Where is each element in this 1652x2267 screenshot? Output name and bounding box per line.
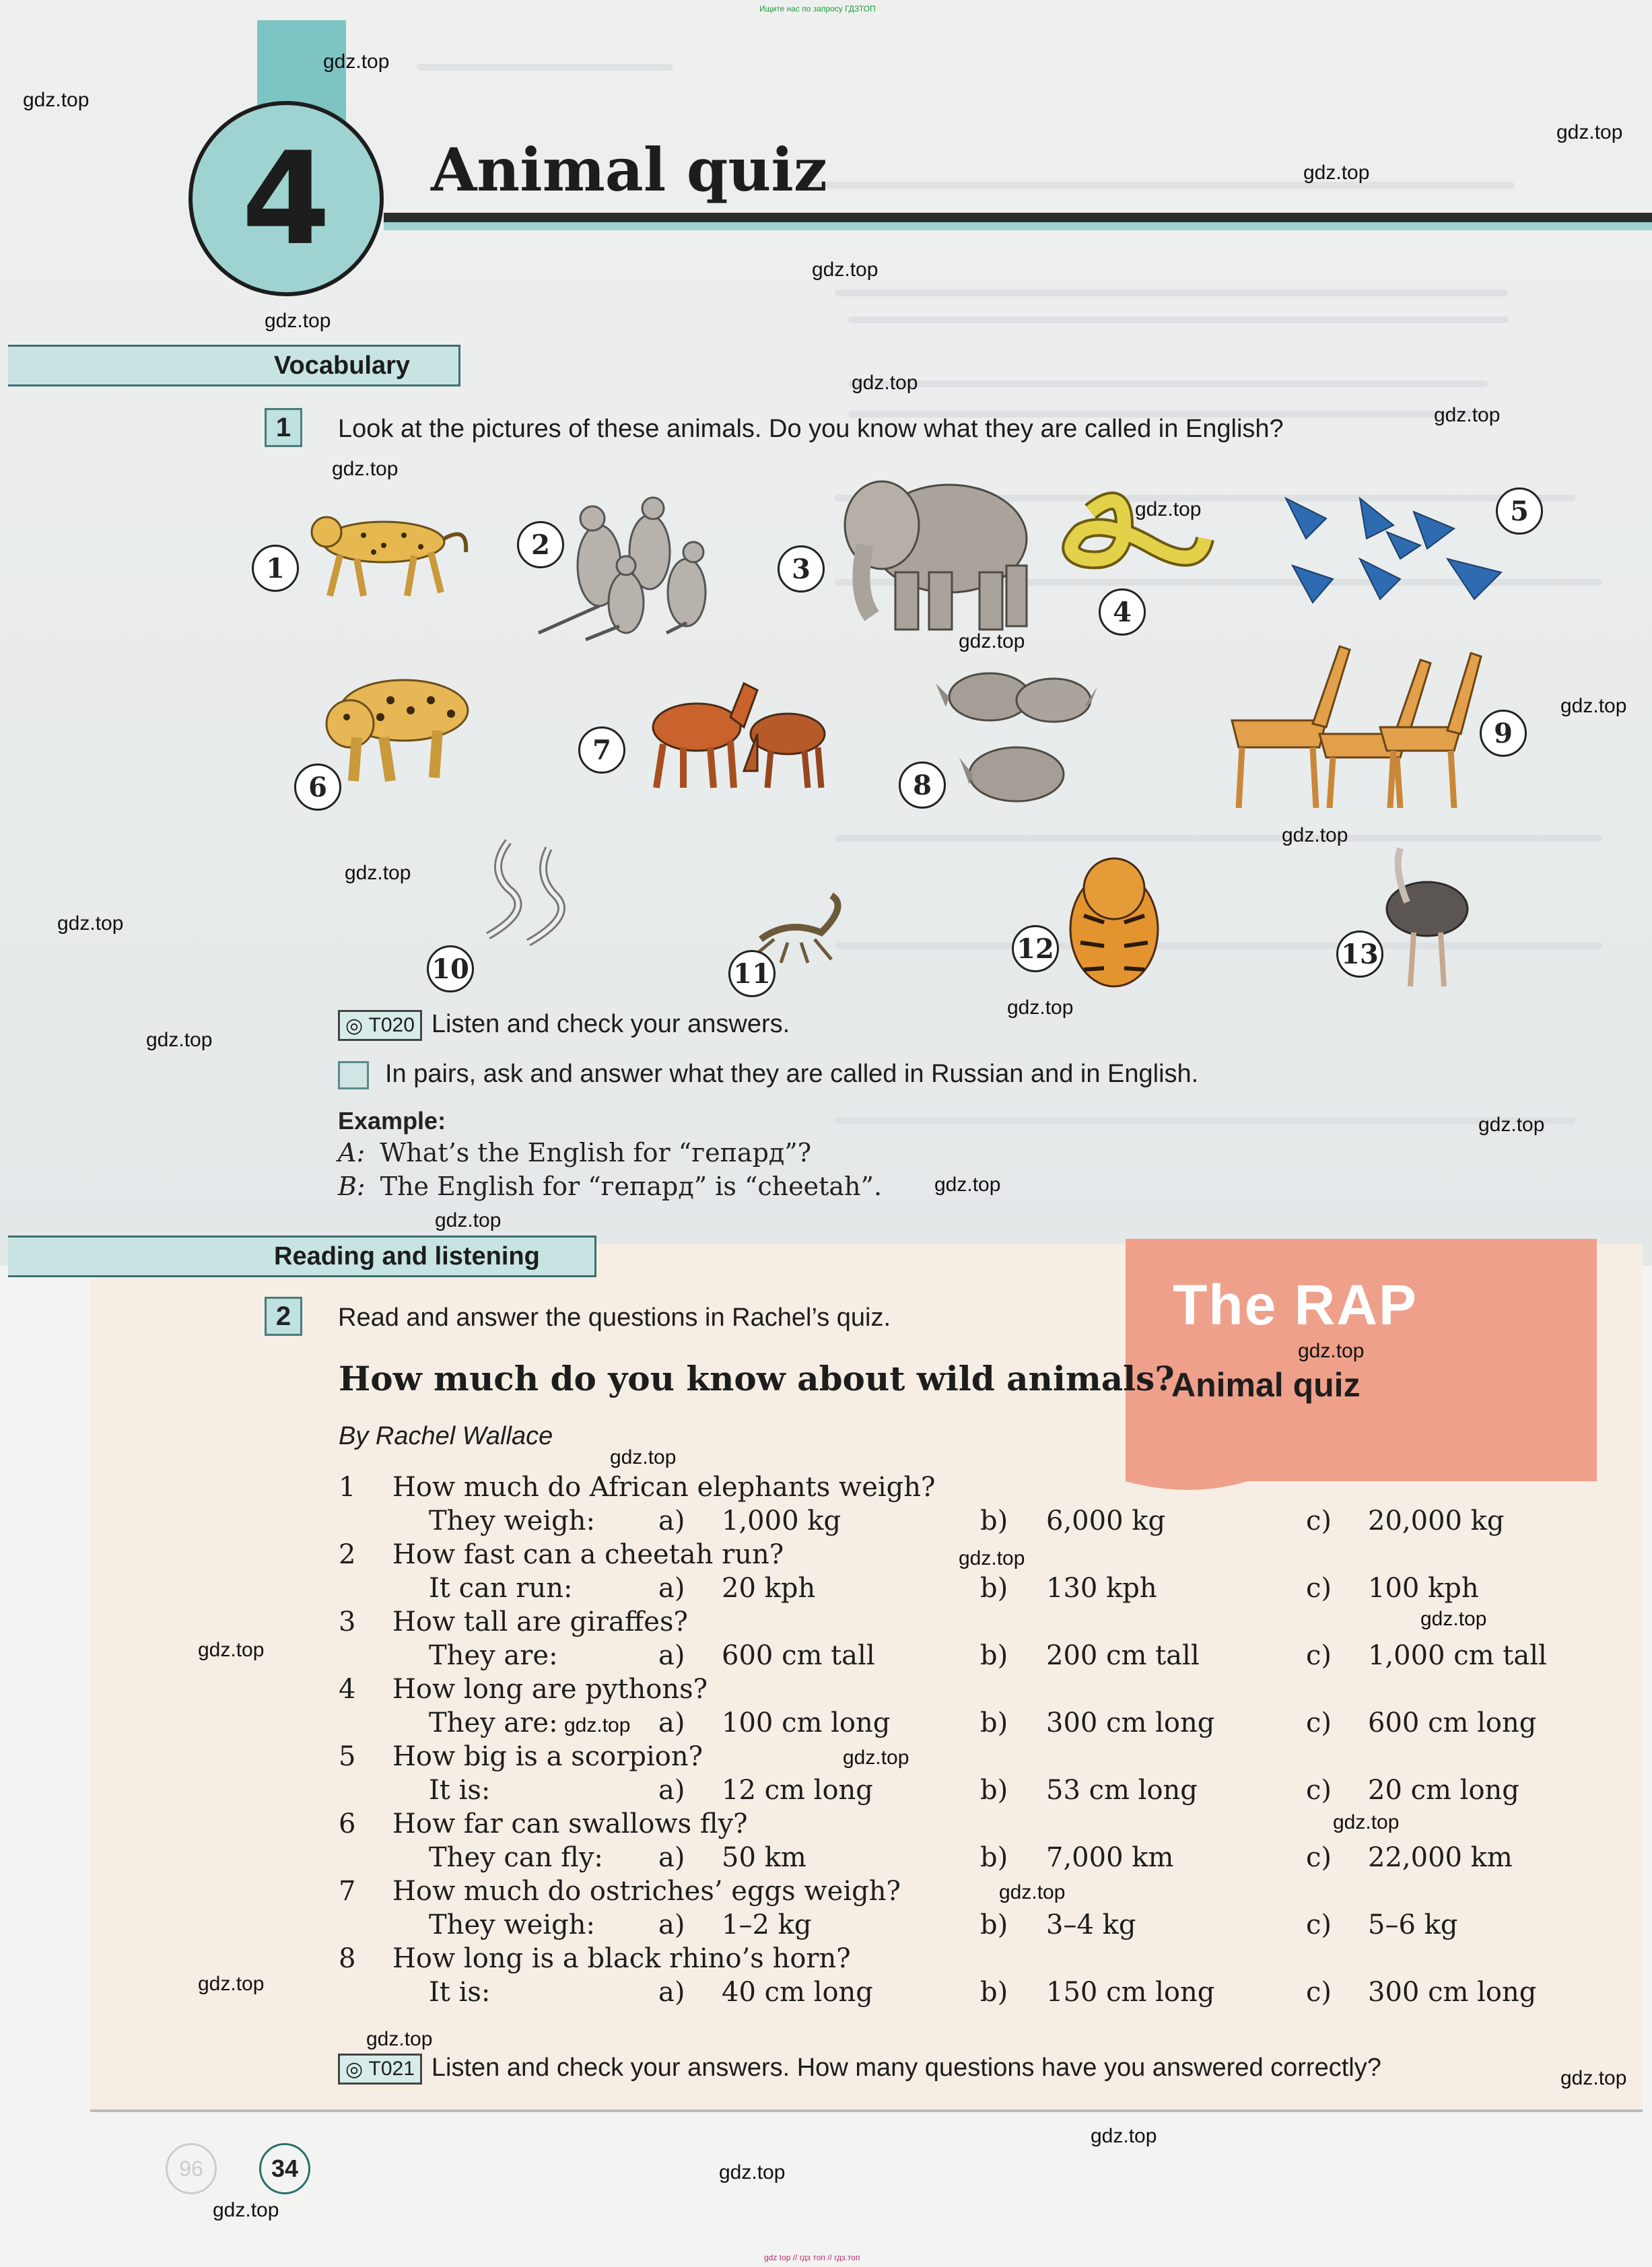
- watermark: gdz.top: [323, 50, 390, 73]
- option-a: 20 kph: [722, 1573, 816, 1604]
- picture-number: 4: [1099, 588, 1146, 636]
- option-c: 300 cm long: [1368, 1977, 1537, 2008]
- option-c: 22,000 km: [1368, 1842, 1513, 1873]
- question-text: How far can swallows fly?: [392, 1808, 748, 1839]
- option-label-a: a): [658, 1842, 685, 1873]
- bottom-link[interactable]: gdz top // гдз топ // гдз.топ: [764, 2253, 860, 2262]
- option-b: 300 cm long: [1046, 1707, 1215, 1738]
- pairwork-icon: [338, 1061, 369, 1089]
- question-text: How big is a scorpion?: [392, 1741, 703, 1772]
- watermark: gdz.top: [57, 912, 124, 935]
- answer-stem: They can fly:: [429, 1842, 603, 1873]
- picture-number: 1: [252, 545, 299, 592]
- option-label-a: a): [658, 1573, 685, 1604]
- picture-number: 6: [294, 764, 341, 811]
- picture-number: 12: [1012, 925, 1059, 972]
- audio-icon: ◎: [345, 1014, 369, 1037]
- picture-number: 9: [1480, 710, 1527, 757]
- picture-number: 3: [778, 545, 825, 593]
- faded-text: [808, 182, 1515, 189]
- example-label: Example:: [338, 1107, 446, 1135]
- picture-number: 11: [728, 950, 776, 997]
- watermark: gdz.top: [1560, 695, 1627, 717]
- horses-illustration: [643, 677, 838, 791]
- watermark: gdz.top: [1556, 121, 1623, 143]
- rhinos-illustration: [936, 663, 1097, 818]
- option-label-b: b): [980, 1505, 1008, 1536]
- option-c: 5–6 kg: [1368, 1909, 1458, 1940]
- option-label-c: c): [1306, 1842, 1332, 1873]
- option-label-a: a): [658, 1640, 685, 1671]
- header-rule-accent: [384, 222, 1652, 230]
- option-label-a: a): [658, 1775, 685, 1806]
- picture-number: 10: [427, 945, 474, 992]
- listen-line-1: ◎ T020 Listen and check your answers.: [338, 1010, 790, 1041]
- example-line-b: B: The English for “гепард” is “cheetah”.: [338, 1172, 883, 1201]
- audio-track-t020[interactable]: ◎ T020: [338, 1010, 422, 1041]
- rap-banner-wave: [1126, 1421, 1597, 1495]
- option-label-a: a): [658, 1505, 685, 1536]
- quiz-title: How much do you know about wild animals?: [339, 1359, 1175, 1398]
- answer-stem: They are:: [429, 1707, 558, 1738]
- faded-text: [835, 943, 1602, 949]
- rap-subtitle: Animal quiz: [1171, 1366, 1361, 1404]
- watermark: gdz.top: [332, 458, 399, 480]
- cobras-illustration: [468, 835, 589, 949]
- faded-text: [835, 290, 1508, 296]
- question-number: 8: [339, 1943, 356, 1974]
- option-c: 20 cm long: [1368, 1775, 1519, 1806]
- unit-number: 4: [188, 101, 384, 296]
- page-title: Animal quiz: [431, 135, 827, 205]
- watermark: gdz.top: [1333, 1811, 1400, 1833]
- question-number: 2: [339, 1539, 356, 1570]
- option-a: 50 km: [722, 1842, 806, 1873]
- listen-line-2: ◎ T021 Listen and check your answers. How many questions have you answered correctly?: [338, 2054, 1381, 2085]
- exercise-2-instruction: Read and answer the questions in Rachel’s quiz.: [338, 1304, 891, 1332]
- watermark: gdz.top: [213, 2199, 279, 2221]
- faded-text: [848, 316, 1508, 323]
- question-number: 5: [339, 1741, 356, 1772]
- option-c: 100 kph: [1368, 1573, 1479, 1604]
- option-label-c: c): [1306, 1977, 1332, 2008]
- cheetah-illustration: [289, 505, 471, 599]
- option-label-b: b): [980, 1977, 1008, 2008]
- leopard-illustration: [316, 663, 478, 784]
- option-b: 150 cm long: [1046, 1977, 1215, 2008]
- answer-stem: They weigh:: [429, 1909, 595, 1940]
- giraffes-illustration: [1205, 640, 1488, 815]
- option-label-c: c): [1306, 1640, 1332, 1671]
- option-label-a: a): [658, 1977, 685, 2008]
- faded-text: [417, 64, 673, 71]
- question-number: 3: [339, 1606, 356, 1637]
- picture-number: 13: [1336, 931, 1383, 978]
- question-text: How much do ostriches’ eggs weigh?: [392, 1876, 901, 1907]
- watermark: gdz.top: [1135, 498, 1202, 520]
- watermark: gdz.top: [1007, 996, 1074, 1019]
- page-number: 34: [259, 2143, 310, 2194]
- watermark: gdz.top: [265, 310, 331, 332]
- answer-stem: They are:: [429, 1640, 558, 1671]
- option-label-c: c): [1306, 1505, 1332, 1536]
- watermark: gdz.top: [345, 862, 411, 884]
- watermark: gdz.top: [1434, 404, 1501, 426]
- question-text: How long are pythons?: [392, 1674, 708, 1705]
- ostrich-illustration: [1367, 842, 1481, 990]
- answer-stem: It is:: [429, 1977, 491, 2008]
- option-c: 600 cm long: [1368, 1707, 1537, 1738]
- option-label-a: a): [658, 1707, 685, 1738]
- audio-track-t021[interactable]: ◎ T021: [338, 2054, 422, 2085]
- option-label-b: b): [980, 1573, 1008, 1604]
- watermark: gdz.top: [1560, 2067, 1627, 2089]
- audio-icon: ◎: [345, 2058, 369, 2080]
- question-text: How much do African elephants weigh?: [392, 1472, 936, 1503]
- faded-page-number: 96: [166, 2143, 217, 2194]
- quiz-byline: By Rachel Wallace: [339, 1422, 553, 1450]
- exercise-1-instruction: Look at the pictures of these animals. Do you know what they are called in English?: [338, 415, 1284, 443]
- option-label-c: c): [1306, 1775, 1332, 1806]
- watermark: gdz.top: [435, 1209, 502, 1231]
- watermark: gdz.top: [1303, 162, 1370, 184]
- elephant-illustration: [835, 471, 1037, 633]
- option-label-b: b): [980, 1842, 1008, 1873]
- option-label-a: a): [658, 1909, 685, 1940]
- exercise-number-1: 1: [265, 408, 302, 447]
- question-text: How long is a black rhino’s horn?: [392, 1943, 851, 1974]
- swallows-illustration: [1279, 485, 1521, 613]
- section-vocabulary: Vocabulary: [8, 345, 460, 386]
- option-a: 600 cm tall: [722, 1640, 875, 1671]
- question-number: 6: [339, 1808, 356, 1839]
- option-b: 3–4 kg: [1046, 1909, 1136, 1940]
- watermark: gdz.top: [934, 1174, 1001, 1196]
- watermark: gdz.top: [1478, 1114, 1545, 1136]
- watermark: gdz.top: [366, 2028, 433, 2050]
- watermark: gdz.top: [812, 259, 879, 281]
- picture-number: 5: [1496, 487, 1543, 535]
- section-reading: Reading and listening: [8, 1236, 596, 1277]
- question-number: 7: [339, 1876, 356, 1907]
- option-b: 6,000 kg: [1046, 1505, 1166, 1536]
- option-label-b: b): [980, 1775, 1008, 1806]
- faded-text: [835, 1118, 1575, 1124]
- pairs-line: In pairs, ask and answer what they are called in Russian and in English.: [338, 1060, 1198, 1089]
- option-label-b: b): [980, 1640, 1008, 1671]
- answer-stem: They weigh:: [429, 1505, 595, 1536]
- watermark: gdz.top: [1091, 2125, 1157, 2147]
- watermark: gdz.top: [146, 1029, 213, 1051]
- top-search-link[interactable]: Ищите нас по запросу ГДЗТОП: [759, 4, 876, 13]
- watermark: gdz.top: [959, 630, 1025, 652]
- option-label-c: c): [1306, 1707, 1332, 1738]
- picture-number: 8: [899, 762, 946, 809]
- option-a: 100 cm long: [722, 1707, 891, 1738]
- tiger-illustration: [1057, 848, 1171, 996]
- option-a: 1–2 kg: [722, 1909, 812, 1940]
- watermark: gdz.top: [23, 89, 90, 111]
- option-label-b: b): [980, 1707, 1008, 1738]
- option-a: 12 cm long: [722, 1775, 873, 1806]
- option-b: 130 kph: [1046, 1573, 1157, 1604]
- picture-number: 2: [517, 521, 564, 568]
- option-label-c: c): [1306, 1573, 1332, 1604]
- watermark: gdz.top: [198, 1973, 265, 1995]
- watermark: gdz.top: [610, 1446, 677, 1468]
- option-a: 1,000 kg: [722, 1505, 841, 1536]
- option-c: 20,000 kg: [1368, 1505, 1505, 1536]
- question-number: 1: [339, 1472, 356, 1503]
- watermark: gdz.top: [852, 372, 918, 394]
- watermark: gdz.top: [719, 2161, 786, 2184]
- faded-text: [835, 835, 1602, 842]
- watermark: gdz.top: [564, 1714, 631, 1736]
- answer-stem: It is:: [429, 1775, 491, 1806]
- watermark: gdz.top: [999, 1881, 1066, 1903]
- question-text: How tall are giraffes?: [392, 1606, 688, 1637]
- option-a: 40 cm long: [722, 1977, 873, 2008]
- watermark: gdz.top: [959, 1547, 1025, 1569]
- option-label-c: c): [1306, 1909, 1332, 1940]
- question-text: How fast can a cheetah run?: [392, 1539, 784, 1570]
- answer-stem: It can run:: [429, 1573, 573, 1604]
- option-label-b: b): [980, 1909, 1008, 1940]
- question-number: 4: [339, 1674, 356, 1705]
- picture-number: 7: [578, 726, 625, 774]
- watermark: gdz.top: [198, 1639, 265, 1661]
- option-c: 1,000 cm tall: [1368, 1640, 1547, 1671]
- watermark: gdz.top: [843, 1747, 909, 1769]
- rap-title: The RAP: [1173, 1273, 1418, 1336]
- example-line-a: A: What’s the English for “гепард”?: [338, 1138, 812, 1168]
- watermark: gdz.top: [1282, 824, 1348, 846]
- faded-text: [848, 380, 1488, 387]
- header-rule: [384, 213, 1652, 222]
- option-b: 53 cm long: [1046, 1775, 1198, 1806]
- exercise-number-2: 2: [265, 1297, 302, 1336]
- option-b: 200 cm tall: [1046, 1640, 1200, 1671]
- watermark: gdz.top: [1298, 1340, 1365, 1362]
- option-b: 7,000 km: [1046, 1842, 1174, 1873]
- watermark: gdz.top: [1420, 1608, 1487, 1630]
